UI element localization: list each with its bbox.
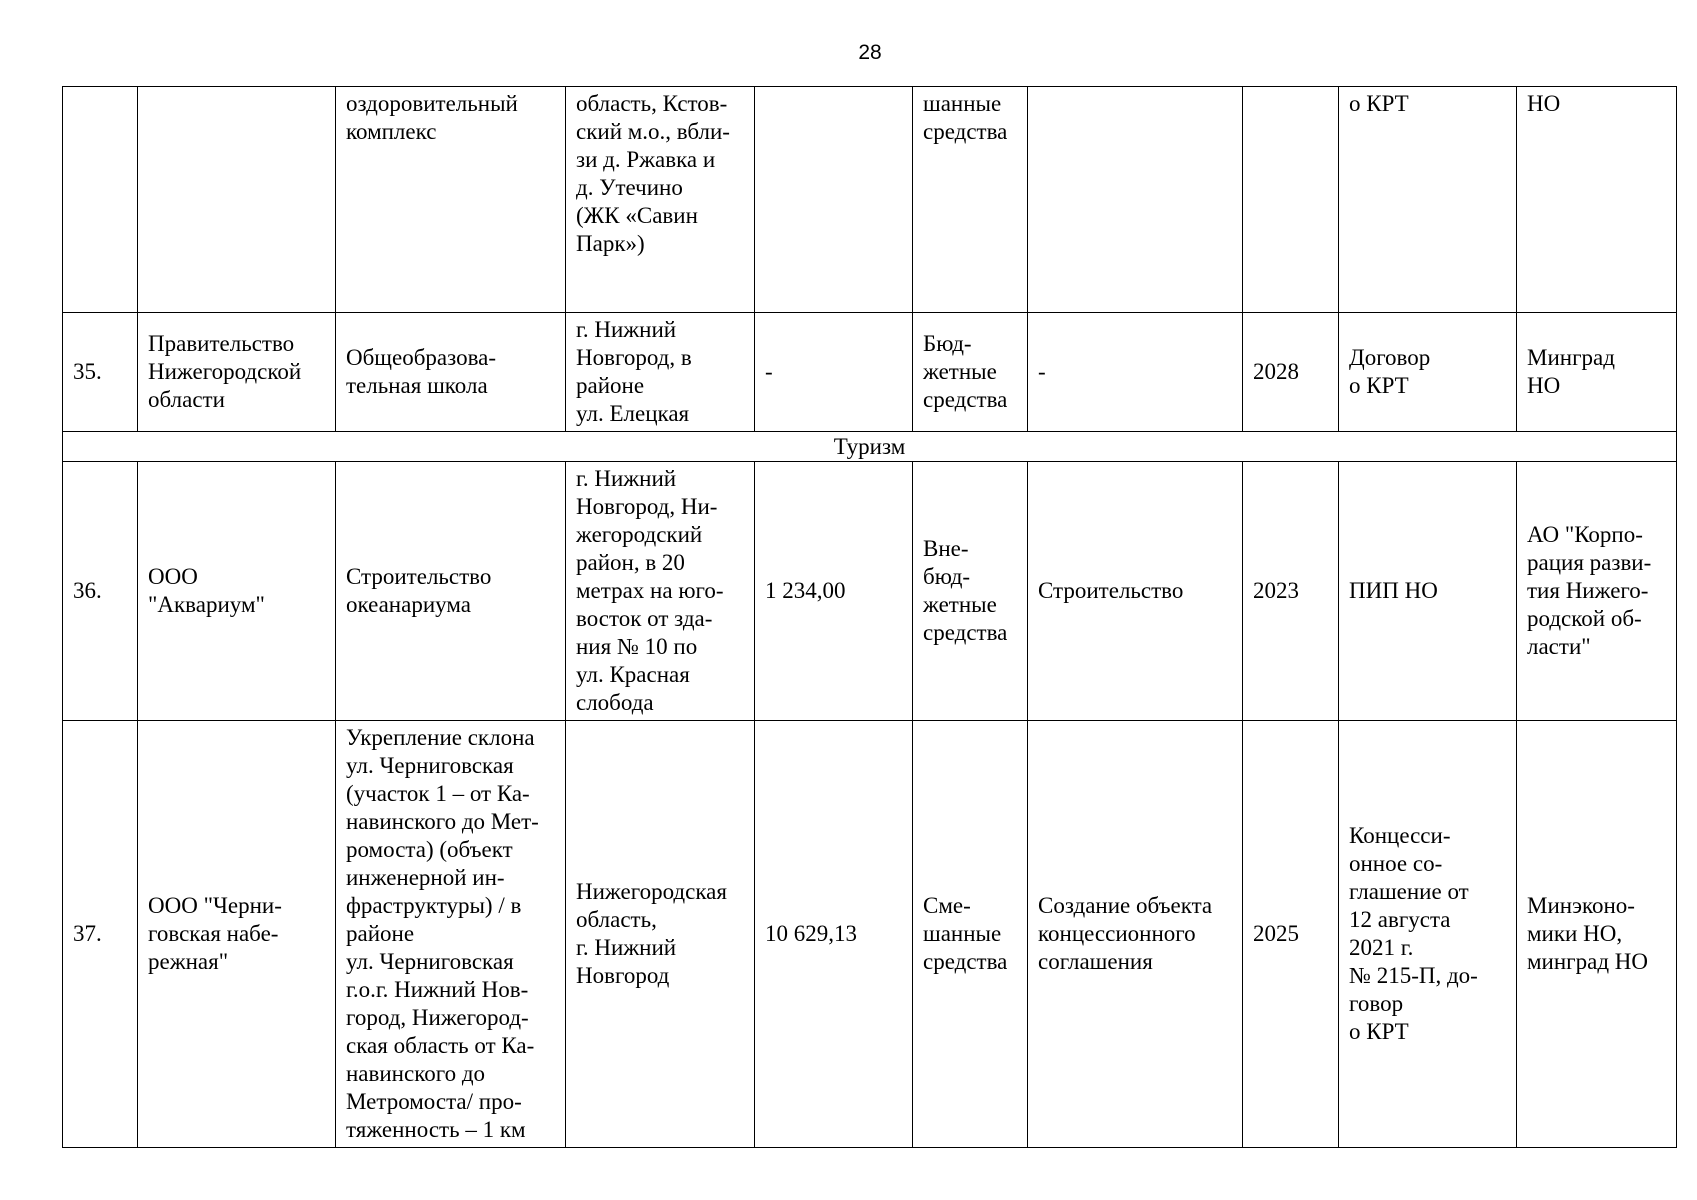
- cell-funding: Вне- бюд- жетные средства: [913, 462, 1028, 721]
- section-title: Туризм: [63, 432, 1677, 462]
- table-row: [63, 462, 1677, 721]
- section-row: [63, 432, 1677, 462]
- cell-year: 2028: [1243, 313, 1339, 432]
- cell-responsible: Минград НО: [1517, 313, 1677, 432]
- cell-location: г. Нижний Новгород, Ни- жегородский район, в 20 метрах на юго- восток от зда- ния № 10 по ул. Красная слобода: [566, 462, 755, 721]
- projects-table: [62, 86, 1677, 1148]
- cell-work: Строительство: [1028, 462, 1243, 721]
- cell-year: 2023: [1243, 462, 1339, 721]
- cell-num: 37.: [63, 721, 138, 1148]
- cell-basis: Концесси- онное со- глашение от 12 августа 2021 г. № 215-П, до- говор о КРТ: [1339, 721, 1517, 1148]
- cell-responsible: НО: [1517, 87, 1677, 313]
- cell-work: -: [1028, 313, 1243, 432]
- cell-object: Общеобразова- тельная школа: [336, 313, 566, 432]
- cell-funding: шанные средства: [913, 87, 1028, 313]
- table-row: [63, 313, 1677, 432]
- cell-basis: ПИП НО: [1339, 462, 1517, 721]
- cell-year: [1243, 87, 1339, 313]
- cell-year: 2025: [1243, 721, 1339, 1148]
- cell-cost: 1 234,00: [755, 462, 913, 721]
- cell-cost: [755, 87, 913, 313]
- cell-object: Укрепление склона ул. Черниговская (участок 1 – от Ка- навинского до Мет- ромоста) (объект инженерной ин- фраструктуры) / в районе ул. Черниговская г.о.г. Нижний Нов- город, Нижегород- ская область от Ка- навинского до Метромоста/ про- тяженность – 1 км: [336, 721, 566, 1148]
- cell-basis: о КРТ: [1339, 87, 1517, 313]
- cell-location: г. Нижний Новгород, в районе ул. Елецкая: [566, 313, 755, 432]
- cell-object: оздоровительный комплекс: [336, 87, 566, 313]
- page-number: 28: [858, 41, 882, 64]
- cell-responsible: АО "Корпо- рация разви- тия Нижего- родской об- ласти": [1517, 462, 1677, 721]
- cell-responsible: Минэконо- мики НО, минград НО: [1517, 721, 1677, 1148]
- cell-num: 35.: [63, 313, 138, 432]
- cell-funding: Бюд- жетные средства: [913, 313, 1028, 432]
- cell-org: [138, 87, 336, 313]
- table-row: [63, 721, 1677, 1148]
- cell-org: Правительство Нижегородской области: [138, 313, 336, 432]
- cell-num: 36.: [63, 462, 138, 721]
- cell-location: область, Кстов- ский м.о., вбли- зи д. Ржавка и д. Утечино (ЖК «Савин Парк»): [566, 87, 755, 313]
- cell-work: Создание объекта концессионного соглашения: [1028, 721, 1243, 1148]
- cell-work: [1028, 87, 1243, 313]
- cell-cost: 10 629,13: [755, 721, 913, 1148]
- cell-location: Нижегородская область, г. Нижний Новгород: [566, 721, 755, 1148]
- cell-basis: Договор о КРТ: [1339, 313, 1517, 432]
- cell-org: ООО "Аквариум": [138, 462, 336, 721]
- cell-cost: -: [755, 313, 913, 432]
- cell-num: [63, 87, 138, 313]
- cell-org: ООО "Черни- говская набе- режная": [138, 721, 336, 1148]
- cell-funding: Сме- шанные средства: [913, 721, 1028, 1148]
- cell-object: Строительство океанариума: [336, 462, 566, 721]
- table-row: [63, 87, 1677, 313]
